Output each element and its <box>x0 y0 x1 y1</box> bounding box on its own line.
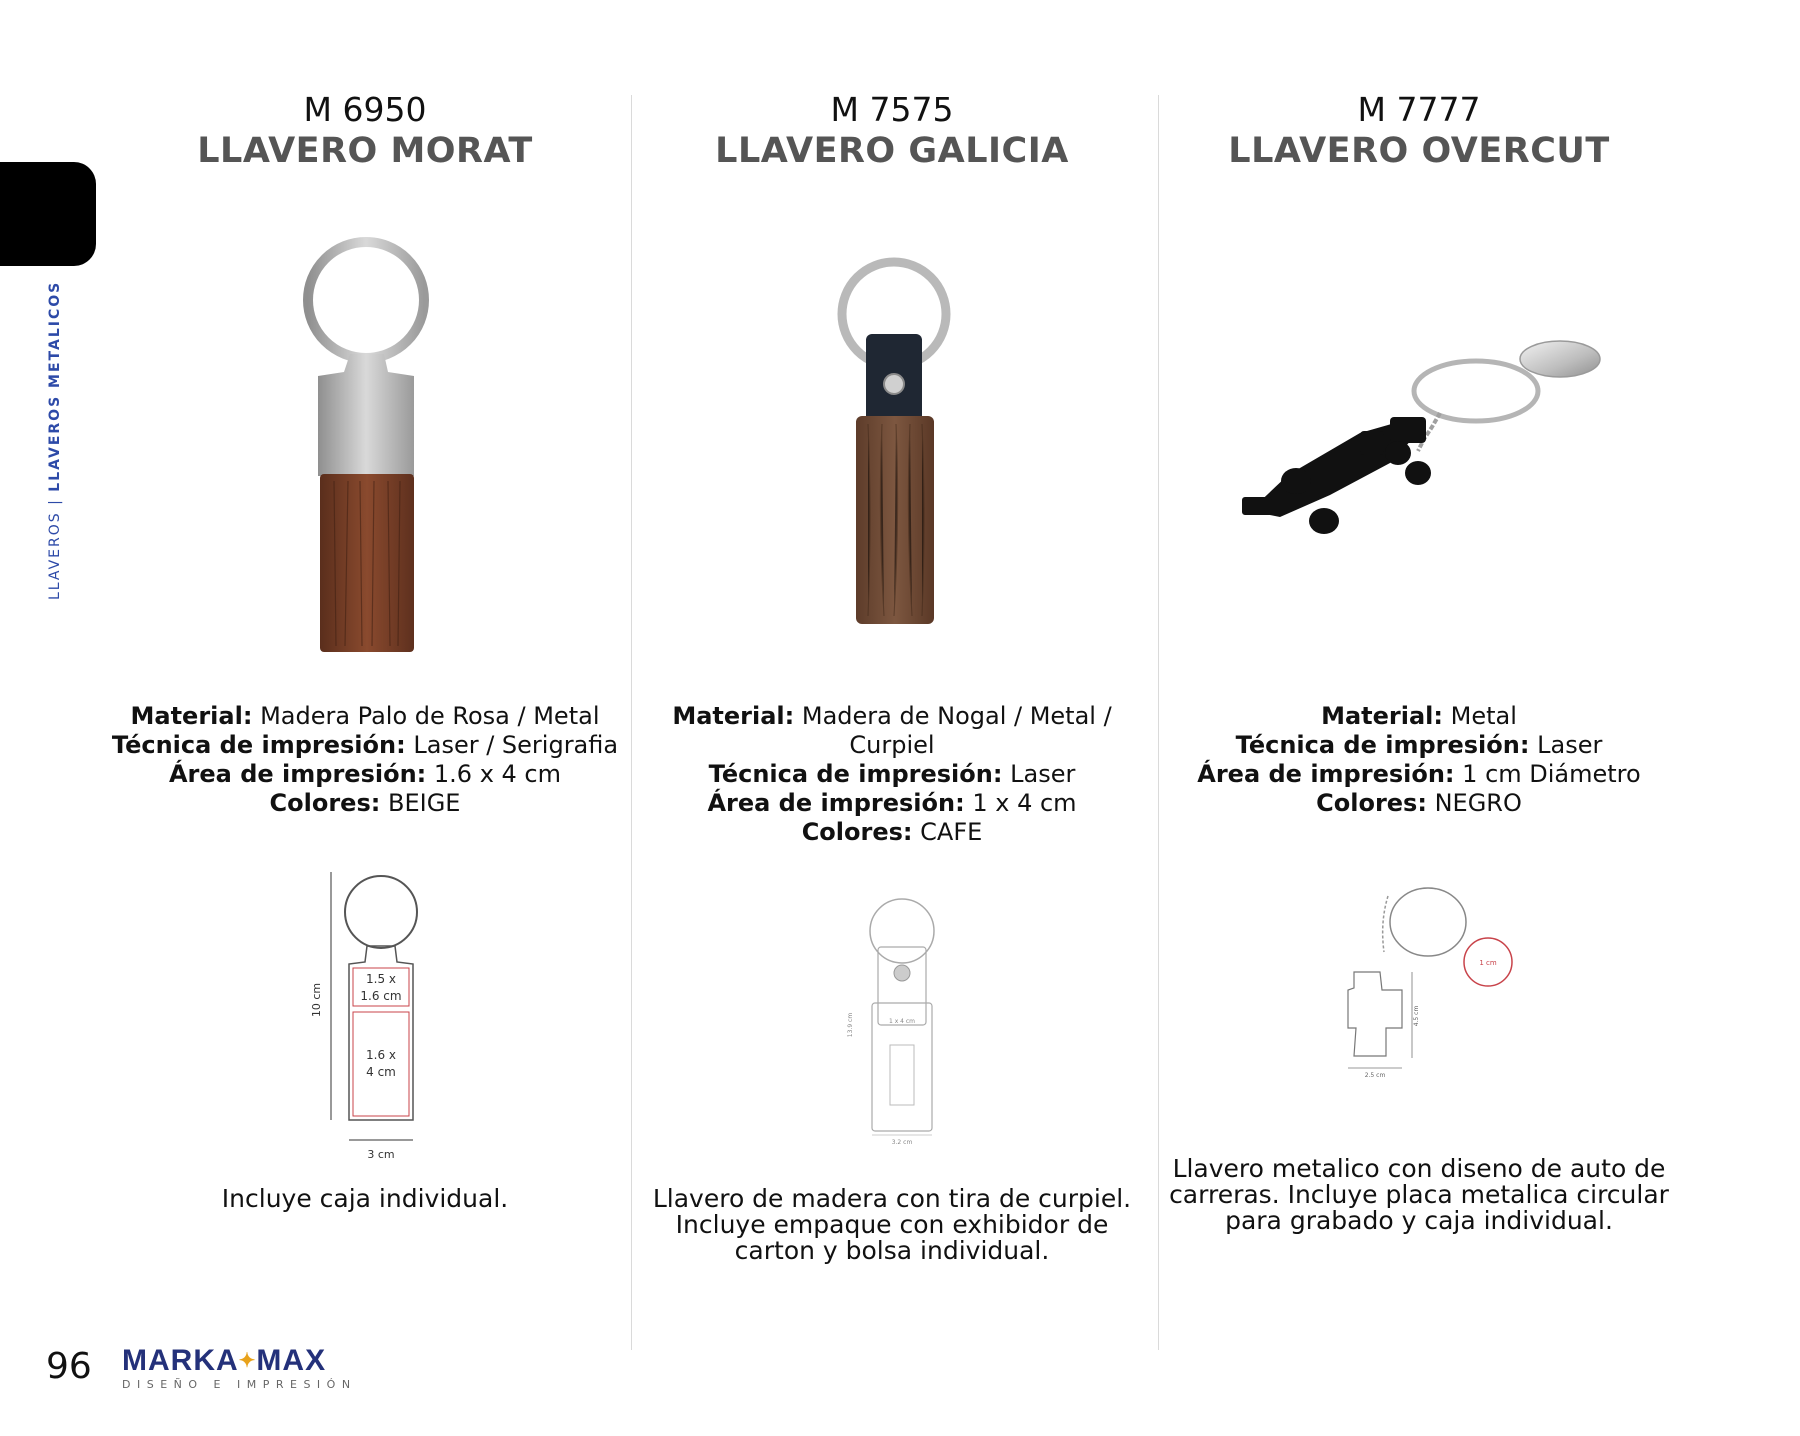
logo-name-right: MAX <box>256 1344 327 1377</box>
product-specs <box>1159 702 1679 818</box>
dim-width: 2.5 cm <box>1364 1072 1386 1079</box>
product-name: LLAVERO MORAT <box>197 131 533 171</box>
dim-area-top-2: 1.6 cm <box>360 989 402 1003</box>
dim-area-bottom-2: 4 cm <box>366 1065 396 1079</box>
tecnica-label: Técnica de impresión: <box>1235 731 1530 759</box>
keychain-galicia-drawing <box>838 895 958 1145</box>
product-header <box>632 90 1152 172</box>
product-header <box>1159 90 1679 172</box>
logo-name-left: MARKA <box>122 1344 239 1377</box>
dim-height: 10 cm <box>310 982 323 1018</box>
keychain-overcut-photo <box>1240 335 1620 545</box>
product-description: Incluye caja individual. <box>221 1184 509 1213</box>
colores-label: Colores: <box>1316 789 1427 817</box>
product-code: M 6950 <box>303 90 427 129</box>
material-label: Material: <box>130 702 253 730</box>
logo-tagline: DISEÑO E IMPRESIÓN <box>122 1378 357 1391</box>
material-value: Madera de Nogal / Metal / Curpiel <box>801 702 1112 759</box>
keychain-morat-drawing <box>305 870 445 1170</box>
colores-value: CAFE <box>920 818 983 846</box>
dim-area: 1 x 4 cm <box>888 1018 916 1025</box>
area-value: 1.6 x 4 cm <box>433 760 561 788</box>
material-value: Metal <box>1450 702 1517 730</box>
product-specs <box>632 702 1152 847</box>
area-value: 1 cm Diámetro <box>1462 760 1641 788</box>
product-code: M 7575 <box>830 90 954 129</box>
material-label: Material: <box>1321 702 1443 730</box>
area-value: 1 x 4 cm <box>972 789 1077 817</box>
logo-star-icon: ✦ <box>238 1350 257 1372</box>
tecnica-value: Laser <box>1537 731 1603 759</box>
material-label: Material: <box>672 702 795 730</box>
dim-area: 1 cm <box>1479 959 1497 967</box>
keychain-morat-photo <box>290 236 440 656</box>
product-name: LLAVERO GALICIA <box>715 131 1069 171</box>
product-description: Llavero de madera con tira de curpiel. Incluye empaque con exhibidor de carton y bolsa individual. <box>652 1184 1132 1265</box>
page-number: 96 <box>46 1346 92 1387</box>
dim-width: 3 cm <box>367 1148 395 1161</box>
colores-label: Colores: <box>801 818 913 846</box>
tecnica-label: Técnica de impresión: <box>111 731 406 759</box>
section-label <box>47 281 63 600</box>
chapter-tab <box>0 162 96 266</box>
product-name: LLAVERO OVERCUT <box>1228 131 1610 171</box>
colores-value: NEGRO <box>1434 789 1522 817</box>
section-label-light: LLAVEROS | <box>47 491 63 600</box>
colores-value: BEIGE <box>387 789 461 817</box>
dim-area-top: 1.5 x <box>366 972 396 986</box>
dim-height: 4.5 cm <box>1413 1005 1420 1027</box>
dim-area-bottom: 1.6 x <box>366 1048 396 1062</box>
dim-width: 3.2 cm <box>891 1139 913 1145</box>
section-label-bold: LLAVEROS METALICOS <box>47 280 63 492</box>
product-description: Llavero metalico con diseno de auto de carreras. Incluye placa metalica circular para grabado y caja individual. <box>1169 1154 1669 1235</box>
material-value: Madera Palo de Rosa / Metal <box>260 702 600 730</box>
colores-label: Colores: <box>269 789 381 817</box>
tecnica-label: Técnica de impresión: <box>708 760 1003 788</box>
tecnica-value: Laser <box>1010 760 1076 788</box>
product-header <box>105 90 625 172</box>
area-label: Área de impresión: <box>1197 760 1455 788</box>
keychain-overcut-drawing <box>1340 882 1530 1082</box>
tecnica-value: Laser / Serigrafia <box>413 731 619 759</box>
area-label: Área de impresión: <box>707 789 965 817</box>
product-specs <box>105 702 625 818</box>
brand-logo <box>122 1346 357 1392</box>
dim-height: 13.9 cm <box>847 1012 854 1038</box>
product-code: M 7777 <box>1357 90 1481 129</box>
area-label: Área de impresión: <box>168 760 427 788</box>
keychain-galicia-photo <box>828 256 958 626</box>
